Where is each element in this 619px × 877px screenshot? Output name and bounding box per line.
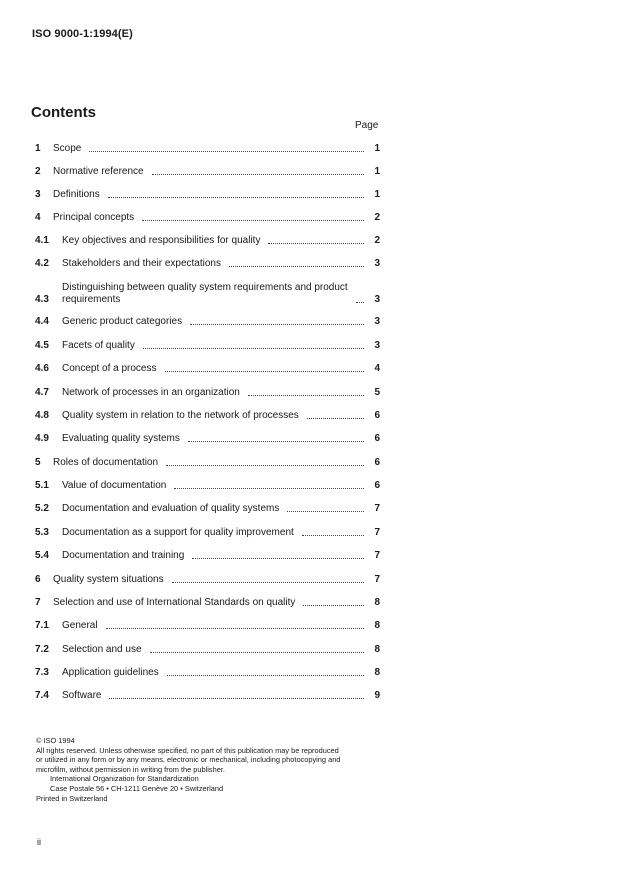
toc-entry-number: 7.4 bbox=[35, 690, 49, 701]
toc-entry-number: 4.6 bbox=[35, 363, 49, 374]
toc-entry-page: 6 bbox=[374, 410, 380, 421]
toc-entry-number: 5.1 bbox=[35, 480, 49, 491]
toc-entry-page: 3 bbox=[374, 258, 380, 269]
toc-entry bbox=[35, 550, 380, 562]
toc-entry-page: 7 bbox=[374, 527, 380, 538]
copyright-notice bbox=[36, 736, 386, 803]
toc-entry-title: Selection and use of International Standards on quality bbox=[53, 597, 296, 608]
contents-title: Contents bbox=[31, 104, 96, 121]
toc-entry bbox=[35, 387, 380, 399]
toc-entry-page: 7 bbox=[374, 574, 380, 585]
toc-entry-page: 5 bbox=[374, 387, 380, 398]
toc-leader-dots bbox=[166, 464, 364, 466]
page-number: ii bbox=[37, 837, 41, 847]
toc-entry-title: Roles of documentation bbox=[53, 457, 159, 468]
toc-entry-number: 5.3 bbox=[35, 527, 49, 538]
copyright-rights-line-1: All rights reserved. Unless otherwise specified, no part of this publication may be reproduced bbox=[36, 745, 339, 755]
toc-entry-page: 3 bbox=[374, 316, 380, 327]
toc-leader-dots bbox=[287, 510, 364, 512]
toc-entry-number: 7.3 bbox=[35, 667, 49, 678]
toc-entry-title: Scope bbox=[53, 143, 82, 154]
toc-entry-number: 4.5 bbox=[35, 340, 49, 351]
toc-leader-dots bbox=[192, 557, 364, 559]
toc-leader-dots bbox=[152, 173, 364, 175]
toc-entry-title: Selection and use bbox=[62, 644, 142, 655]
toc-entry bbox=[35, 597, 380, 609]
toc-entry-page: 6 bbox=[374, 457, 380, 468]
toc-entry bbox=[35, 235, 380, 247]
toc-entry-number: 5 bbox=[35, 457, 41, 468]
toc-entry-page: 9 bbox=[374, 690, 380, 701]
toc-entry-title: Network of processes in an organization bbox=[62, 387, 240, 398]
toc-leader-dots bbox=[143, 347, 364, 349]
toc-entry-title: Evaluating quality systems bbox=[62, 433, 180, 444]
toc-entry bbox=[35, 503, 380, 515]
toc-entry bbox=[35, 258, 380, 270]
toc-entry bbox=[35, 527, 380, 539]
toc-entry-title: Facets of quality bbox=[62, 340, 135, 351]
toc-entry-title: Documentation as a support for quality improvement bbox=[62, 527, 294, 538]
toc-leader-dots bbox=[106, 627, 364, 629]
toc-leader-dots bbox=[142, 219, 364, 221]
toc-leader-dots bbox=[303, 604, 364, 606]
toc-leader-dots bbox=[302, 534, 364, 536]
toc-entry bbox=[35, 189, 380, 201]
toc-entry-page: 2 bbox=[374, 212, 380, 223]
toc-entry-page: 8 bbox=[374, 620, 380, 631]
toc-entry-number: 2 bbox=[35, 166, 41, 177]
toc-entry-title: Quality system in relation to the network of processes bbox=[62, 410, 299, 421]
toc-entry-number: 3 bbox=[35, 189, 41, 200]
toc-entry-page: 6 bbox=[374, 433, 380, 444]
toc-leader-dots bbox=[108, 196, 364, 198]
toc-leader-dots bbox=[174, 487, 364, 489]
toc-leader-dots bbox=[188, 440, 364, 442]
toc-entry bbox=[35, 316, 380, 328]
copyright-rights-line-3: microfilm, without permission in writing from the publisher. bbox=[36, 764, 225, 774]
toc-entry-page: 3 bbox=[374, 340, 380, 351]
toc-entry bbox=[35, 457, 380, 469]
toc-entry bbox=[35, 667, 380, 679]
toc-entry-title: Software bbox=[62, 690, 102, 701]
toc-entry-number: 7 bbox=[35, 597, 41, 608]
toc-entry-number: 4.3 bbox=[35, 294, 49, 305]
toc-leader-dots bbox=[229, 265, 364, 267]
toc-entry-title-continued: requirements bbox=[62, 294, 121, 305]
toc-entry-title: Documentation and training bbox=[62, 550, 185, 561]
toc-entry-number: 4.1 bbox=[35, 235, 49, 246]
toc-entry-number: 7.2 bbox=[35, 644, 49, 655]
toc-entry bbox=[35, 143, 380, 155]
toc-entry-page: 8 bbox=[374, 644, 380, 655]
toc-entry bbox=[35, 363, 380, 375]
toc-entry-number: 5.4 bbox=[35, 550, 49, 561]
copyright-symbol-line: © ISO 1994 bbox=[36, 736, 75, 745]
toc-entry bbox=[35, 340, 380, 352]
toc-entry-title: Application guidelines bbox=[62, 667, 159, 678]
toc-entry-number: 4 bbox=[35, 212, 41, 223]
toc-entry bbox=[35, 410, 380, 422]
toc-entry bbox=[35, 433, 380, 445]
toc-entry-number: 4.8 bbox=[35, 410, 49, 421]
toc-entry-number: 1 bbox=[35, 143, 41, 154]
toc-leader-dots bbox=[165, 370, 365, 372]
toc-entry-page: 1 bbox=[374, 166, 380, 177]
toc-entry-page: 2 bbox=[374, 235, 380, 246]
toc-entry-page: 1 bbox=[374, 189, 380, 200]
toc-entry-number: 4.4 bbox=[35, 316, 49, 327]
toc-entry bbox=[35, 644, 380, 656]
toc-leader-dots bbox=[172, 581, 364, 583]
toc-leader-dots bbox=[109, 697, 364, 699]
toc-entry-page: 7 bbox=[374, 503, 380, 514]
toc-entry-page: 4 bbox=[374, 363, 380, 374]
toc-entry-page: 1 bbox=[374, 143, 380, 154]
toc-leader-dots bbox=[150, 651, 364, 653]
toc-entry-number: 4.9 bbox=[35, 433, 49, 444]
toc-entry-number: 4.7 bbox=[35, 387, 49, 398]
toc-entry-title: Value of documentation bbox=[62, 480, 167, 491]
toc-entry-title: Concept of a process bbox=[62, 363, 157, 374]
toc-entry-page: 8 bbox=[374, 667, 380, 678]
toc-leader-dots bbox=[356, 301, 364, 303]
toc-entry-number: 5.2 bbox=[35, 503, 49, 514]
toc-entry-title: Documentation and evaluation of quality systems bbox=[62, 503, 280, 514]
toc-entry bbox=[35, 480, 380, 492]
toc-entry bbox=[35, 212, 380, 224]
toc-entry-title: Quality system situations bbox=[53, 574, 164, 585]
toc-leader-dots bbox=[190, 323, 364, 325]
toc-leader-dots bbox=[307, 417, 364, 419]
toc-entry-title: Definitions bbox=[53, 189, 100, 200]
toc-entry bbox=[35, 282, 380, 306]
toc-entry bbox=[35, 574, 380, 586]
toc-entry bbox=[35, 166, 380, 178]
toc-entry-number: 4.2 bbox=[35, 258, 49, 269]
toc-leader-dots bbox=[268, 242, 364, 244]
toc-entry-page: 3 bbox=[374, 294, 380, 305]
toc-entry-title: Stakeholders and their expectations bbox=[62, 258, 221, 269]
toc-entry-number: 7.1 bbox=[35, 620, 49, 631]
toc-leader-dots bbox=[167, 674, 364, 676]
toc-entry-title: Key objectives and responsibilities for quality bbox=[62, 235, 261, 246]
toc-entry-page: 7 bbox=[374, 550, 380, 561]
toc-entry-page: 8 bbox=[374, 597, 380, 608]
organization-name: International Organization for Standardization bbox=[50, 774, 199, 784]
toc-entry-page: 6 bbox=[374, 480, 380, 491]
toc-entry-title: Normative reference bbox=[53, 166, 144, 177]
organization-address: Case Postale 56 • CH-1211 Genève 20 • Switzerland bbox=[50, 783, 224, 793]
printed-in: Printed in Switzerland bbox=[36, 793, 108, 803]
page-column-label: Page bbox=[355, 120, 379, 131]
toc-entry-title: General bbox=[62, 620, 98, 631]
toc-entry bbox=[35, 620, 380, 632]
toc-leader-dots bbox=[248, 394, 364, 396]
toc-entry-title: Principal concepts bbox=[53, 212, 135, 223]
document-id: ISO 9000-1:1994(E) bbox=[32, 28, 133, 40]
toc-entry bbox=[35, 690, 380, 702]
toc-leader-dots bbox=[89, 150, 364, 152]
toc-entry-title: Generic product categories bbox=[62, 316, 183, 327]
copyright-rights-line-2: or utilized in any form or by any means, electronic or mechanical, including photocopying and bbox=[36, 755, 341, 765]
toc-entry-number: 6 bbox=[35, 574, 41, 585]
toc-entry-title: Distinguishing between quality system requirements and product bbox=[62, 282, 348, 293]
